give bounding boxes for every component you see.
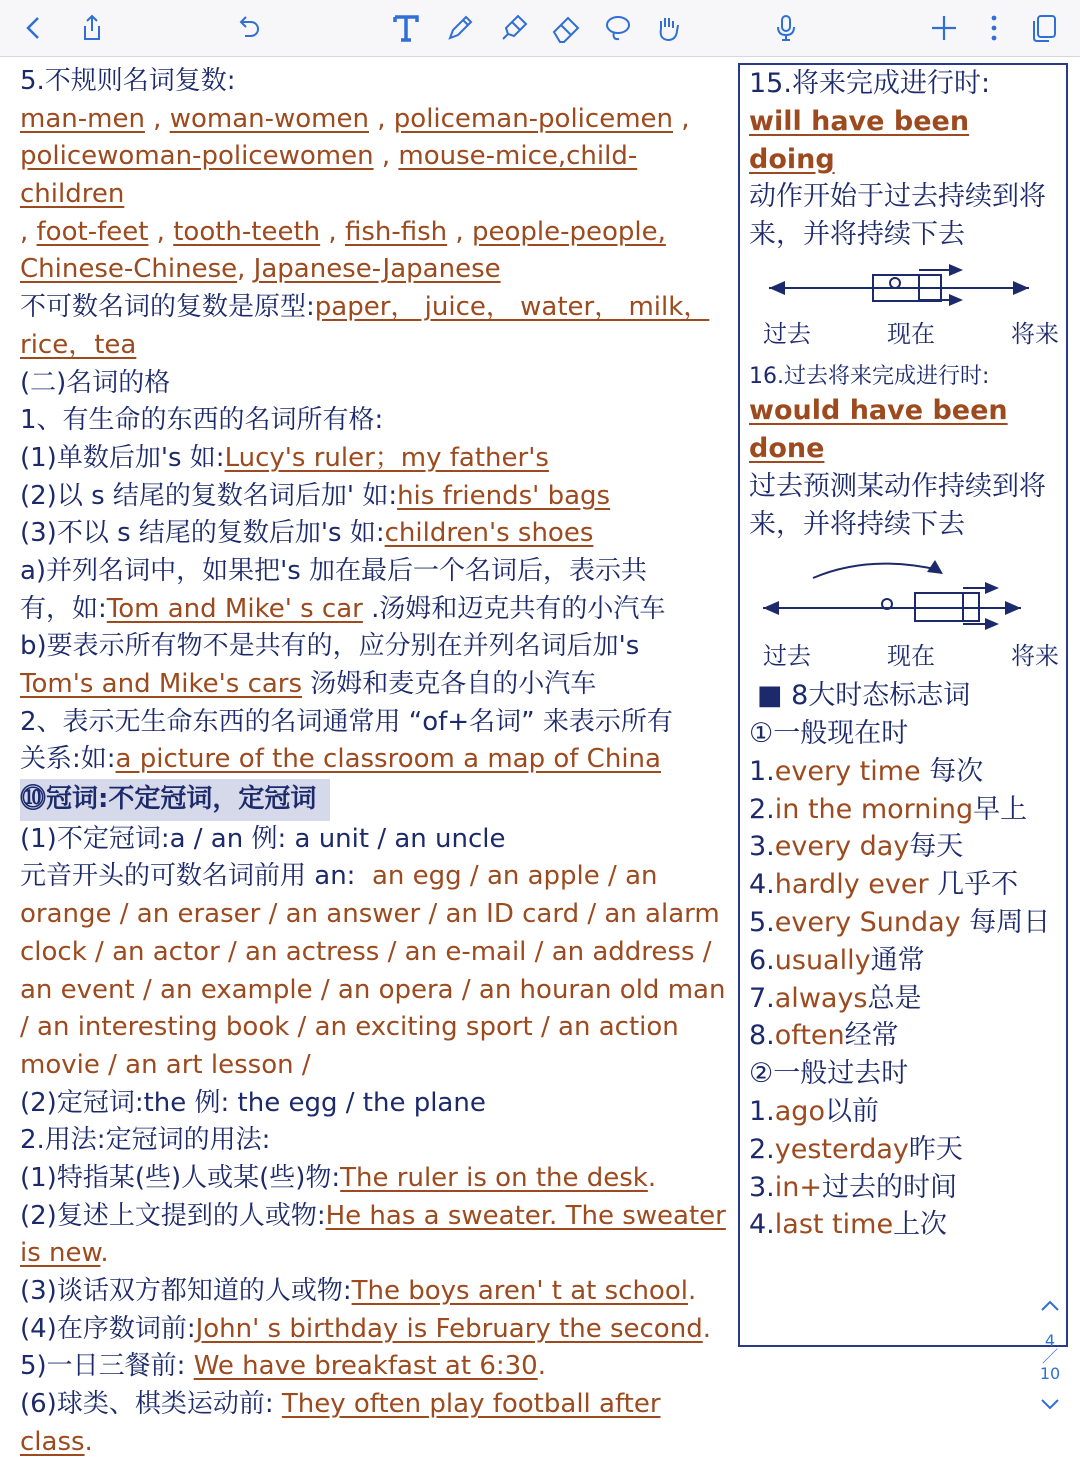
rule-label: (1)单数后加's 如: [20, 442, 225, 473]
section-possessive: (二)名词的格 [20, 367, 171, 398]
marker-english: usually [774, 944, 871, 976]
marker-chinese: 以前 [824, 1095, 879, 1127]
plural-example: woman-women [169, 103, 369, 134]
highlighter-icon[interactable] [494, 8, 534, 48]
rule-line [20, 1198, 732, 1273]
rule-label: (3)谈话双方都知道的人或物: [20, 1276, 352, 1306]
tense-group-heading: ①一般现在时 [749, 717, 909, 749]
marker-number: 1. [749, 1095, 775, 1127]
marker-english: in the morning [774, 793, 974, 825]
past-markers-list [749, 1093, 1059, 1244]
tense-description: 过去预测某动作持续到将来，并将持续下去 [749, 470, 1046, 540]
plural-line: , foot-feet , tooth-teeth , fish-fish , people-people, [20, 216, 666, 247]
rule-label: 关系:如: [20, 744, 116, 775]
timeline-label: 现在 [887, 641, 935, 670]
punctuation: . [100, 1238, 109, 1269]
rule-label: (2)复述上文提到的人或物: [20, 1200, 326, 1231]
marker-chinese: 通常 [870, 944, 925, 976]
chevron-down-icon[interactable] [1030, 1397, 1070, 1416]
marker-number: 1. [749, 755, 775, 787]
microphone-icon[interactable] [766, 8, 806, 48]
rule-example: Tom and Mike' s car [106, 593, 363, 624]
plural-example: fish-fish [344, 216, 448, 247]
marker-english: yesterday [774, 1133, 909, 1165]
plural-example: Chinese-Chinese [20, 254, 238, 285]
rule-text: 汤姆和麦克各自的小汽车 [302, 669, 597, 699]
heading-irregular-plurals: 5.不规则名词复数: [20, 66, 236, 96]
tense-marker-item [749, 791, 1059, 829]
tense-marker-item [749, 942, 1059, 980]
rule-example: an egg / an apple / an orange / an eraser / an answer / an ID card / an alarm clock / an actor / an actress / an e-mail / an address / an event / an example / an opera / an houran old man / an interesting book / an exciting sport / an action movie / an art lesson / [20, 861, 726, 1080]
note-page [0, 57, 1080, 1457]
rule-heading: 1、有生命的东西的名词所有格: [20, 405, 384, 436]
plural-line: Chinese-Chinese, Japanese-Japanese [20, 254, 501, 285]
tense-group-heading: ②一般过去时 [749, 1058, 909, 1090]
rule-text: .汤姆和迈克共有的小汽车 [362, 593, 666, 624]
marker-chinese: 总是 [867, 982, 922, 1014]
marker-english: often [774, 1020, 845, 1052]
tense-marker-item [749, 1131, 1059, 1169]
uncountable-label: 不可数名词的复数是原型: [20, 292, 315, 323]
punctuation: . [537, 1351, 546, 1382]
plural-line: man-men , woman-women , policeman-policemen , [20, 103, 690, 134]
rule-example: a picture of the classroom a map of China [115, 744, 661, 775]
rule-label: 5)一日三餐前: [20, 1351, 194, 1382]
rule-example: We have breakfast at 6:30 [193, 1351, 538, 1382]
rule-text: 2、表示无生命东西的名词通常用 “of+名词” 来表示所有 [20, 706, 673, 737]
rule-example: The ruler is on the desk [340, 1162, 648, 1193]
timeline-labels [749, 318, 1059, 352]
plural-example: policewoman-policewomen [20, 141, 374, 172]
marker-number: 2. [749, 793, 775, 825]
rule-line [20, 666, 732, 704]
marker-chinese: 经常 [844, 1020, 899, 1052]
marker-chinese: 早上 [973, 793, 1028, 825]
rule-heading: 2.用法:定冠词的用法: [20, 1125, 271, 1156]
eraser-icon[interactable] [546, 8, 586, 48]
rule-label: 元音开头的可数名词前用 an: [20, 861, 356, 892]
marker-chinese: 几乎不 [928, 869, 1019, 901]
uncountable-examples: paper， juice， water， milk， [314, 292, 710, 323]
uncountable-examples: rice，tea [20, 329, 137, 360]
marker-chinese: 每天 [909, 831, 964, 863]
marker-number: 7. [749, 982, 775, 1014]
rule-text: a)并列名词中，如果把's 加在最后一个名词后，表示共 [20, 555, 648, 586]
marker-english: ago [774, 1095, 825, 1127]
rule-example: The boys aren' t at school [351, 1276, 688, 1306]
marker-english: last time [774, 1209, 894, 1241]
marker-chinese: 每周日 [960, 906, 1051, 938]
uncountable-line [20, 289, 732, 327]
timeline-label: 将来 [1011, 641, 1059, 670]
plural-example: policeman-policemen [393, 103, 674, 134]
rule-text: b)要表示所有物不是共有的，应分别在并列名词后加's [20, 631, 640, 662]
timeline-label: 现在 [887, 319, 935, 348]
rule-line [20, 440, 732, 478]
tense-heading: 15.将来完成进行时: [749, 68, 991, 99]
rule-line [20, 1386, 732, 1461]
tense-description: 动作开始于过去持续到将来，并将持续下去 [749, 181, 1046, 251]
tense-form: would have been done [749, 395, 1008, 465]
marker-chinese: 过去的时间 [822, 1171, 958, 1203]
rule-label: (3)不以 s 结尾的复数后加's 如: [20, 518, 385, 549]
timeline-label: 过去 [763, 319, 811, 348]
rule-label: (6)球类、棋类运动前: [20, 1389, 282, 1420]
rule-label: 有，如: [20, 593, 107, 624]
marker-english: hardly ever [774, 869, 929, 901]
rule-example: He has a sweater. The sweater is new [20, 1200, 726, 1269]
pen-icon[interactable] [440, 8, 480, 48]
slash-divider: ／ [1041, 1347, 1058, 1366]
rule-text: (1)不定冠词:a / an 例: a unit / an uncle [20, 823, 506, 854]
marker-english: every day [774, 831, 910, 863]
undo-icon[interactable] [228, 8, 268, 48]
rule-example: John' s birthday is February the second [195, 1313, 703, 1344]
rule-line [20, 478, 732, 516]
rule-label: (2)以 s 结尾的复数名词后加' 如: [20, 480, 398, 511]
timeline-label: 过去 [763, 641, 811, 670]
rule-line [20, 1348, 732, 1386]
total-page-count: 10 [1039, 1364, 1061, 1383]
tense-form: will have been doing [749, 105, 970, 175]
rule-line [20, 858, 732, 1084]
tense-marker-item [749, 980, 1059, 1018]
marker-chinese: 每次 [920, 755, 984, 787]
rule-line [20, 741, 732, 779]
current-page-number: 4 [1044, 1331, 1056, 1350]
timeline-diagram [749, 548, 1049, 636]
tense-marker-item [749, 1017, 1059, 1055]
timeline-labels [749, 640, 1059, 674]
section-articles-heading[interactable]: ⓾冠词:不定冠词，定冠词 [20, 779, 330, 821]
text-tool-icon[interactable] [386, 8, 426, 48]
marker-number: 3. [749, 831, 775, 863]
marker-chinese: 上次 [893, 1209, 948, 1241]
timeline-label: 将来 [1011, 319, 1059, 348]
timeline-diagram [749, 258, 1049, 314]
rule-example: Tom's and Mike's cars [20, 669, 303, 699]
marker-english: every time [774, 755, 921, 787]
rule-line [20, 1273, 732, 1311]
plural-example: people-people, [471, 216, 666, 247]
rule-example: children's shoes [384, 518, 594, 549]
plural-example: mouse-mice,child-children [20, 141, 638, 210]
marker-number: 8. [749, 1020, 775, 1052]
plural-example: Japanese-Japanese [253, 254, 501, 285]
marker-number: 4. [749, 1209, 775, 1241]
share-icon[interactable] [72, 8, 112, 48]
plural-example: foot-feet [36, 216, 149, 247]
grammar-notes-column [20, 63, 732, 1461]
marker-english: every Sunday [774, 906, 961, 938]
rule-example: his friends' bags [397, 480, 611, 511]
marker-number: 3. [749, 1171, 775, 1203]
back-icon[interactable] [14, 8, 54, 48]
rule-text: (2)定冠词:the 例: the egg / the plane [20, 1087, 486, 1118]
marker-number: 6. [749, 944, 775, 976]
plural-example: man-men [20, 103, 145, 134]
punctuation: . [687, 1276, 697, 1306]
rule-line [20, 1311, 732, 1349]
tense-notes-box [738, 63, 1068, 1347]
present-markers-list [749, 753, 1059, 1055]
tense-marker-item [749, 753, 1059, 791]
tense-markers-title: ■ 8大时态标志词 [757, 680, 971, 712]
rule-example: They often play football after class [20, 1389, 661, 1457]
rule-label: (4)在序数词前: [20, 1313, 196, 1344]
tense-heading: 16.过去将来完成进行时: [749, 363, 990, 389]
tense-marker-item [749, 866, 1059, 904]
pages-icon[interactable] [1024, 8, 1064, 48]
tense-marker-item [749, 1169, 1059, 1207]
marker-english: in+ [774, 1171, 823, 1203]
plural-example: tooth-teeth [173, 216, 321, 247]
marker-number: 5. [749, 906, 775, 938]
punctuation: . [84, 1426, 93, 1457]
rule-line [20, 1160, 732, 1198]
rule-line [20, 515, 732, 553]
page-indicator [1030, 1297, 1070, 1416]
marker-english: always [774, 982, 868, 1014]
tense-marker-item [749, 904, 1059, 942]
marker-number: 2. [749, 1133, 775, 1165]
rule-line [20, 591, 732, 629]
punctuation: . [647, 1162, 657, 1193]
add-icon[interactable] [924, 8, 964, 48]
chevron-up-icon[interactable] [1030, 1297, 1070, 1331]
lasso-icon[interactable] [598, 8, 638, 48]
tense-marker-item [749, 1093, 1059, 1131]
punctuation: . [702, 1313, 711, 1344]
hand-tool-icon[interactable] [648, 8, 688, 48]
marker-chinese: 昨天 [908, 1133, 963, 1165]
rule-example: Lucy's ruler；my father's [224, 442, 549, 473]
tense-marker-item [749, 1206, 1059, 1244]
toolbar [0, 0, 1080, 57]
rule-label: (1)特指某(些)人或某(些)物: [20, 1162, 341, 1193]
plural-line: policewoman-policewomen , mouse-mice,child-children [20, 141, 638, 210]
marker-number: 4. [749, 869, 775, 901]
tense-marker-item [749, 828, 1059, 866]
more-icon[interactable] [974, 8, 1014, 48]
